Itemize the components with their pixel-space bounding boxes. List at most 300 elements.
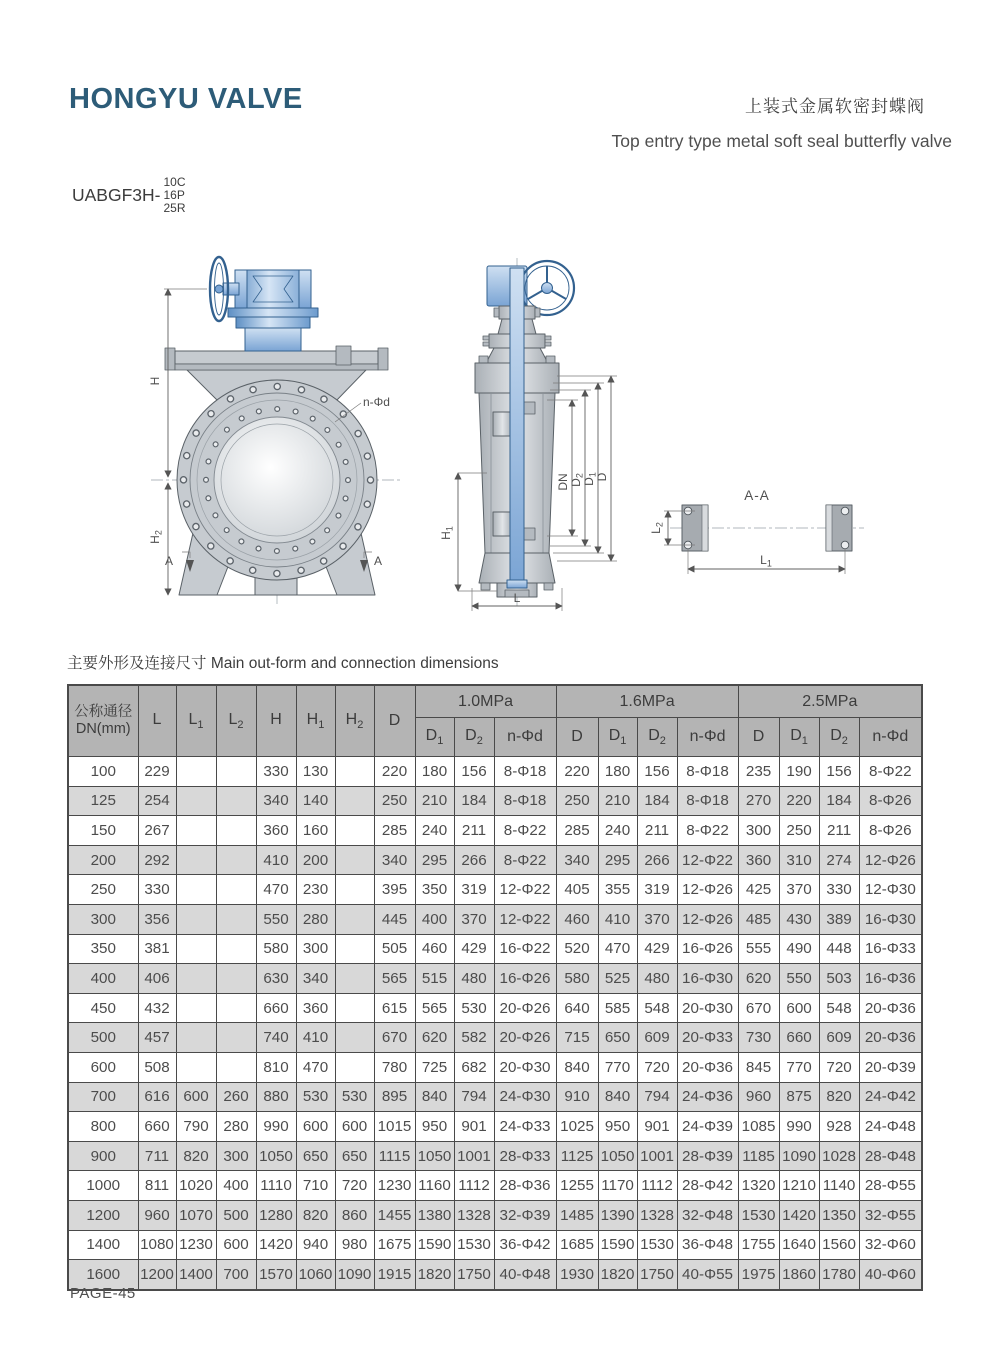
dimension-cell: [335, 786, 374, 816]
dimension-cell: 1860: [779, 1260, 819, 1290]
dimension-cell: 600: [176, 1082, 216, 1112]
dimension-cell: 1000: [68, 1171, 138, 1201]
dimension-cell: 395: [374, 875, 415, 905]
dimension-cell: 274: [819, 845, 859, 875]
dimension-cell: 1230: [374, 1171, 415, 1201]
dimension-cell: 1420: [779, 1200, 819, 1230]
dimension-cell: 1160: [415, 1171, 454, 1201]
dimension-cell: 720: [335, 1171, 374, 1201]
dimension-cell: 406: [138, 964, 176, 994]
dimension-cell: 410: [598, 904, 637, 934]
dimension-cell: 840: [556, 1052, 598, 1082]
dimension-cell: 8-Φ18: [494, 757, 556, 787]
dimension-cell: 710: [296, 1171, 335, 1201]
dimension-cell: 895: [374, 1082, 415, 1112]
table-row: [68, 1230, 922, 1260]
dimension-cell: 370: [637, 904, 677, 934]
dimension-cell: 725: [415, 1052, 454, 1082]
technical-drawing: [95, 250, 905, 622]
dimension-cell: 950: [415, 1112, 454, 1142]
dimension-cell: [216, 904, 256, 934]
dimension-cell: 125: [68, 786, 138, 816]
dimension-cell: 790: [176, 1112, 216, 1142]
dimension-cell: 1112: [454, 1171, 494, 1201]
dimension-cell: 1020: [176, 1171, 216, 1201]
table-row: [68, 875, 922, 905]
dimension-cell: 16-Φ26: [677, 934, 738, 964]
dimension-cell: 24-Φ48: [859, 1112, 922, 1142]
dimension-cell: 140: [296, 786, 335, 816]
page-number: PAGE-45: [70, 1285, 136, 1302]
dimension-cell: 1590: [598, 1230, 637, 1260]
column-header-l: L: [138, 685, 176, 757]
dimension-cell: 1750: [637, 1260, 677, 1290]
dimension-cell: 700: [216, 1260, 256, 1290]
column-header-h1: $H_1$: [296, 685, 335, 757]
dimension-cell: 1320: [738, 1171, 779, 1201]
dimension-cell: 960: [138, 1200, 176, 1230]
dimension-cell: 810: [256, 1052, 296, 1082]
dimension-cell: 1112: [637, 1171, 677, 1201]
dimension-cell: 550: [256, 904, 296, 934]
dimension-cell: 211: [637, 816, 677, 846]
column-header-h: H: [256, 685, 296, 757]
dimension-cell: [335, 1052, 374, 1082]
dimension-cell: 20-Φ36: [677, 1052, 738, 1082]
dimension-cell: 1090: [779, 1141, 819, 1171]
dimension-cell: 211: [819, 816, 859, 846]
dimension-cell: 36-Φ42: [494, 1230, 556, 1260]
dimension-cell: 530: [454, 993, 494, 1023]
dimension-cell: 565: [374, 964, 415, 994]
brand-logo: HONGYU VALVE: [69, 83, 303, 115]
dimension-cell: 24-Φ39: [677, 1112, 738, 1142]
dimension-cell: 40-Φ55: [677, 1260, 738, 1290]
dimension-cell: 1050: [598, 1141, 637, 1171]
dimension-cell: [176, 757, 216, 787]
dimension-cell: 330: [256, 757, 296, 787]
dim-label-d1: $D_1$: [582, 472, 598, 486]
dimension-cell: 550: [779, 964, 819, 994]
dimension-cell: 580: [556, 964, 598, 994]
dimension-cell: 1070: [176, 1200, 216, 1230]
dimension-cell: [335, 816, 374, 846]
dimension-cell: 470: [296, 1052, 335, 1082]
dimension-cell: 1820: [415, 1260, 454, 1290]
dimension-cell: 40-Φ60: [859, 1260, 922, 1290]
dimensions-table-body: [68, 757, 922, 1290]
dimension-cell: 190: [779, 757, 819, 787]
dimension-cell: 230: [296, 875, 335, 905]
dimension-cell: 16-Φ33: [859, 934, 922, 964]
dimension-cell: 20-Φ26: [494, 993, 556, 1023]
dimension-cell: 12-Φ22: [494, 875, 556, 905]
dimension-cell: 8-Φ22: [494, 816, 556, 846]
dimension-cell: 156: [819, 757, 859, 787]
dimension-cell: 1050: [256, 1141, 296, 1171]
dimension-cell: 1028: [819, 1141, 859, 1171]
dimension-cell: 600: [335, 1112, 374, 1142]
dimension-cell: 503: [819, 964, 859, 994]
dimension-cell: 650: [296, 1141, 335, 1171]
dimension-cell: 840: [598, 1082, 637, 1112]
dimension-cell: 200: [68, 845, 138, 875]
foot-pad-left: [682, 505, 708, 551]
dimension-cell: 280: [216, 1112, 256, 1142]
dimension-cell: 616: [138, 1082, 176, 1112]
dimension-cell: 582: [454, 1023, 494, 1053]
dimension-cell: 980: [335, 1230, 374, 1260]
dimension-cell: 670: [374, 1023, 415, 1053]
column-header-d2-10: $D_2$: [454, 718, 494, 757]
dimension-cell: [216, 845, 256, 875]
dimension-cell: 650: [335, 1141, 374, 1171]
dimension-cell: 32-Φ48: [677, 1200, 738, 1230]
dimension-cell: 400: [68, 964, 138, 994]
dimension-cell: 585: [598, 993, 637, 1023]
dimension-cell: 600: [779, 993, 819, 1023]
dimension-cell: 1115: [374, 1141, 415, 1171]
dimension-cell: 1125: [556, 1141, 598, 1171]
section-title: A-A: [744, 488, 770, 503]
dim-label-h: H: [148, 376, 162, 386]
table-row: [68, 786, 922, 816]
dimension-cell: [216, 875, 256, 905]
dimension-cell: 480: [637, 964, 677, 994]
dimension-cell: 1170: [598, 1171, 637, 1201]
dimension-cell: 770: [779, 1052, 819, 1082]
dimension-cell: 609: [637, 1023, 677, 1053]
dimension-cell: 310: [779, 845, 819, 875]
dimension-cell: 525: [598, 964, 637, 994]
dimension-cell: 508: [138, 1052, 176, 1082]
dimension-cell: 1820: [598, 1260, 637, 1290]
dimension-cell: 548: [637, 993, 677, 1023]
dimension-cell: [176, 875, 216, 905]
dimension-cell: [216, 786, 256, 816]
dimension-cell: 1400: [176, 1260, 216, 1290]
dimension-cell: 130: [296, 757, 335, 787]
column-header-dn: 公称通径 DN(mm): [68, 685, 138, 757]
model-variant: 25R: [163, 201, 186, 215]
dimension-cell: 660: [256, 993, 296, 1023]
column-header-h2: $H_2$: [335, 685, 374, 757]
dimension-cell: [176, 964, 216, 994]
dimension-cell: 400: [415, 904, 454, 934]
dimension-cell: 480: [454, 964, 494, 994]
dimension-cell: 8-Φ26: [859, 816, 922, 846]
dimension-cell: 1685: [556, 1230, 598, 1260]
dimension-cell: [335, 845, 374, 875]
dimension-cell: 267: [138, 816, 176, 846]
dimension-cell: 960: [738, 1082, 779, 1112]
dimension-cell: 319: [637, 875, 677, 905]
dimension-cell: 1210: [779, 1171, 819, 1201]
dimension-cell: 410: [256, 845, 296, 875]
pressure-group-header-10: 1.0MPa: [415, 685, 556, 718]
dimension-cell: 1085: [738, 1112, 779, 1142]
column-header-d2-16: $D_2$: [637, 718, 677, 757]
dimension-cell: 1230: [176, 1230, 216, 1260]
dimension-cell: 1755: [738, 1230, 779, 1260]
dimension-cell: 700: [68, 1082, 138, 1112]
dimension-cell: 730: [738, 1023, 779, 1053]
dimension-cell: 900: [68, 1141, 138, 1171]
pressure-group-header-25: 2.5MPa: [738, 685, 922, 718]
dimension-cell: 1328: [637, 1200, 677, 1230]
dimension-cell: 160: [296, 816, 335, 846]
dimension-cell: 1530: [454, 1230, 494, 1260]
dimension-cell: 720: [637, 1052, 677, 1082]
dimension-cell: 12-Φ26: [677, 904, 738, 934]
dimension-cell: 24-Φ30: [494, 1082, 556, 1112]
pressure-group-header-16: 1.6MPa: [556, 685, 738, 718]
dimension-cell: 1600: [68, 1260, 138, 1290]
dimension-cell: 240: [415, 816, 454, 846]
table-section-title: [67, 651, 499, 673]
dimension-cell: 1328: [454, 1200, 494, 1230]
foot-pad-right: [826, 505, 852, 551]
dimension-cell: 1780: [819, 1260, 859, 1290]
front-view: [148, 257, 403, 604]
dimension-cell: 250: [556, 786, 598, 816]
dimension-cell: 505: [374, 934, 415, 964]
dimension-cell: 609: [819, 1023, 859, 1053]
dimension-cell: 580: [256, 934, 296, 964]
dimension-cell: [216, 1052, 256, 1082]
dimension-cell: 600: [68, 1052, 138, 1082]
table-row: [68, 1171, 922, 1201]
dimension-cell: 820: [296, 1200, 335, 1230]
dimension-cell: 210: [598, 786, 637, 816]
dimension-cell: 990: [256, 1112, 296, 1142]
dimension-cell: 901: [637, 1112, 677, 1142]
table-row: [68, 993, 922, 1023]
dimension-cell: 250: [374, 786, 415, 816]
dimension-cell: 715: [556, 1023, 598, 1053]
dimension-cell: 1090: [335, 1260, 374, 1290]
dimension-cell: 16-Φ26: [494, 964, 556, 994]
dimension-cell: 405: [556, 875, 598, 905]
table-row: [68, 816, 922, 846]
dimension-cell: 300: [296, 934, 335, 964]
dimension-cell: 1280: [256, 1200, 296, 1230]
dimension-cell: 8-Φ18: [677, 786, 738, 816]
dimension-cell: 500: [68, 1023, 138, 1053]
dimension-cell: 1001: [454, 1141, 494, 1171]
dimension-cell: 295: [415, 845, 454, 875]
section-view: [649, 488, 864, 574]
dimension-cell: 620: [738, 964, 779, 994]
dimension-cell: 910: [556, 1082, 598, 1112]
dimension-cell: 928: [819, 1112, 859, 1142]
model-variant: 10C: [163, 175, 186, 189]
dimension-cell: 1185: [738, 1141, 779, 1171]
dim-label-dn: DN: [556, 473, 570, 491]
dimension-cell: 794: [454, 1082, 494, 1112]
title-english: Top entry type metal soft seal butterfly valve: [611, 131, 952, 151]
dimension-cell: 811: [138, 1171, 176, 1201]
dimension-cell: 28-Φ39: [677, 1141, 738, 1171]
dimension-cell: 780: [374, 1052, 415, 1082]
dimension-cell: 1080: [138, 1230, 176, 1260]
dimension-cell: 1915: [374, 1260, 415, 1290]
dimension-cell: 1640: [779, 1230, 819, 1260]
dim-label-h2: $H_2$: [148, 530, 164, 544]
dimension-cell: 660: [138, 1112, 176, 1142]
dimension-cell: 28-Φ42: [677, 1171, 738, 1201]
model-prefix: UABGF3H-: [72, 185, 161, 205]
dimension-cell: 180: [415, 757, 454, 787]
dimension-cell: 460: [415, 934, 454, 964]
dimension-cell: [176, 786, 216, 816]
dimension-cell: [176, 934, 216, 964]
dimension-cell: 470: [598, 934, 637, 964]
dimension-cell: 460: [556, 904, 598, 934]
column-header-l1: $L_1$: [176, 685, 216, 757]
column-header-l2: $L_2$: [216, 685, 256, 757]
dimension-cell: 740: [256, 1023, 296, 1053]
dim-label-l2: $L_2$: [649, 522, 665, 534]
dimension-cell: 820: [819, 1082, 859, 1112]
dimension-cell: 370: [454, 904, 494, 934]
dimension-cell: 260: [216, 1082, 256, 1112]
dimension-cell: 319: [454, 875, 494, 905]
model-variant-list: [163, 176, 185, 215]
dimension-cell: 8-Φ22: [677, 816, 738, 846]
dimension-cell: 1930: [556, 1260, 598, 1290]
dimension-cell: 20-Φ30: [494, 1052, 556, 1082]
dimension-cell: 620: [415, 1023, 454, 1053]
table-row: [68, 1200, 922, 1230]
dimension-cell: [176, 816, 216, 846]
dimension-cell: 1675: [374, 1230, 415, 1260]
column-header-d1-10: $D_1$: [415, 718, 454, 757]
column-header-nphid-16: n-Φd: [677, 718, 738, 757]
dimension-cell: 220: [556, 757, 598, 787]
dimension-cell: 381: [138, 934, 176, 964]
dimension-cell: 1560: [819, 1230, 859, 1260]
dimension-cell: 1050: [415, 1141, 454, 1171]
dimension-cell: [335, 934, 374, 964]
dimension-cell: 12-Φ22: [494, 904, 556, 934]
dimension-cell: 340: [556, 845, 598, 875]
dimension-cell: 36-Φ48: [677, 1230, 738, 1260]
dimension-cell: 24-Φ42: [859, 1082, 922, 1112]
dimension-cell: 1485: [556, 1200, 598, 1230]
table-row: [68, 757, 922, 787]
valve-body-front: [177, 380, 377, 580]
dimension-cell: 220: [779, 786, 819, 816]
dimension-cell: 1455: [374, 1200, 415, 1230]
dimension-cell: 235: [738, 757, 779, 787]
dimension-cell: [176, 1023, 216, 1053]
dimension-cell: 355: [598, 875, 637, 905]
dimension-cell: 16-Φ36: [859, 964, 922, 994]
dimension-cell: 156: [454, 757, 494, 787]
dimension-cell: [216, 934, 256, 964]
table-row: [68, 1052, 922, 1082]
table-row: [68, 1112, 922, 1142]
dimension-cell: 820: [176, 1141, 216, 1171]
dimension-cell: 28-Φ48: [859, 1141, 922, 1171]
dimension-cell: 600: [216, 1230, 256, 1260]
dimension-cell: 12-Φ22: [677, 845, 738, 875]
dim-label-h1: $H_1$: [439, 526, 455, 540]
dimension-cell: 1390: [598, 1200, 637, 1230]
dimension-cell: 20-Φ39: [859, 1052, 922, 1082]
dimension-cell: 184: [819, 786, 859, 816]
dimension-cell: 448: [819, 934, 859, 964]
dimension-cell: 425: [738, 875, 779, 905]
dimension-cell: 360: [296, 993, 335, 1023]
dimension-cell: 8-Φ26: [859, 786, 922, 816]
dimension-cell: 410: [296, 1023, 335, 1053]
dimension-cell: [216, 1023, 256, 1053]
dimension-cell: 1380: [415, 1200, 454, 1230]
dimension-cell: 615: [374, 993, 415, 1023]
dimension-cell: 520: [556, 934, 598, 964]
dimension-cell: 350: [68, 934, 138, 964]
dimension-cell: 184: [454, 786, 494, 816]
model-variant: 16P: [163, 188, 185, 202]
dimension-cell: 254: [138, 786, 176, 816]
table-row: [68, 934, 922, 964]
dimension-cell: 600: [296, 1112, 335, 1142]
section-mark-a-left: A: [165, 554, 174, 568]
dimension-cell: 650: [598, 1023, 637, 1053]
dimension-cell: 1025: [556, 1112, 598, 1142]
dimension-cell: 280: [296, 904, 335, 934]
table-row: [68, 1260, 922, 1290]
dimension-cell: 445: [374, 904, 415, 934]
dimension-cell: [176, 904, 216, 934]
column-header-nphid-25: n-Φd: [859, 718, 922, 757]
dimension-cell: 12-Φ26: [859, 845, 922, 875]
dimension-cell: [335, 1023, 374, 1053]
dimension-cell: 389: [819, 904, 859, 934]
table-row: [68, 1141, 922, 1171]
table-group-header-row: [68, 685, 922, 718]
dimension-cell: 1001: [637, 1141, 677, 1171]
dimension-cell: 32-Φ55: [859, 1200, 922, 1230]
dimension-cell: 8-Φ18: [677, 757, 738, 787]
dimension-cell: [216, 993, 256, 1023]
dimension-cell: 24-Φ36: [677, 1082, 738, 1112]
dimension-cell: 370: [779, 875, 819, 905]
dimension-cell: 229: [138, 757, 176, 787]
dimension-cell: 555: [738, 934, 779, 964]
dimension-cell: 330: [138, 875, 176, 905]
dimension-cell: 470: [256, 875, 296, 905]
dimension-cell: 8-Φ22: [859, 757, 922, 787]
dimension-cell: 1420: [256, 1230, 296, 1260]
dimension-cell: 8-Φ22: [494, 845, 556, 875]
dimension-cell: 12-Φ30: [859, 875, 922, 905]
dimension-cell: 20-Φ36: [859, 993, 922, 1023]
column-header-d1-25: $D_1$: [779, 718, 819, 757]
dimension-cell: 660: [779, 1023, 819, 1053]
dimension-cell: 1975: [738, 1260, 779, 1290]
column-header-nphid-10: n-Φd: [494, 718, 556, 757]
dimension-cell: [216, 816, 256, 846]
dimension-cell: 515: [415, 964, 454, 994]
dimension-cell: [335, 875, 374, 905]
dimension-cell: 300: [738, 816, 779, 846]
dimension-cell: 950: [598, 1112, 637, 1142]
table-row: [68, 1082, 922, 1112]
dimension-cell: 1590: [415, 1230, 454, 1260]
